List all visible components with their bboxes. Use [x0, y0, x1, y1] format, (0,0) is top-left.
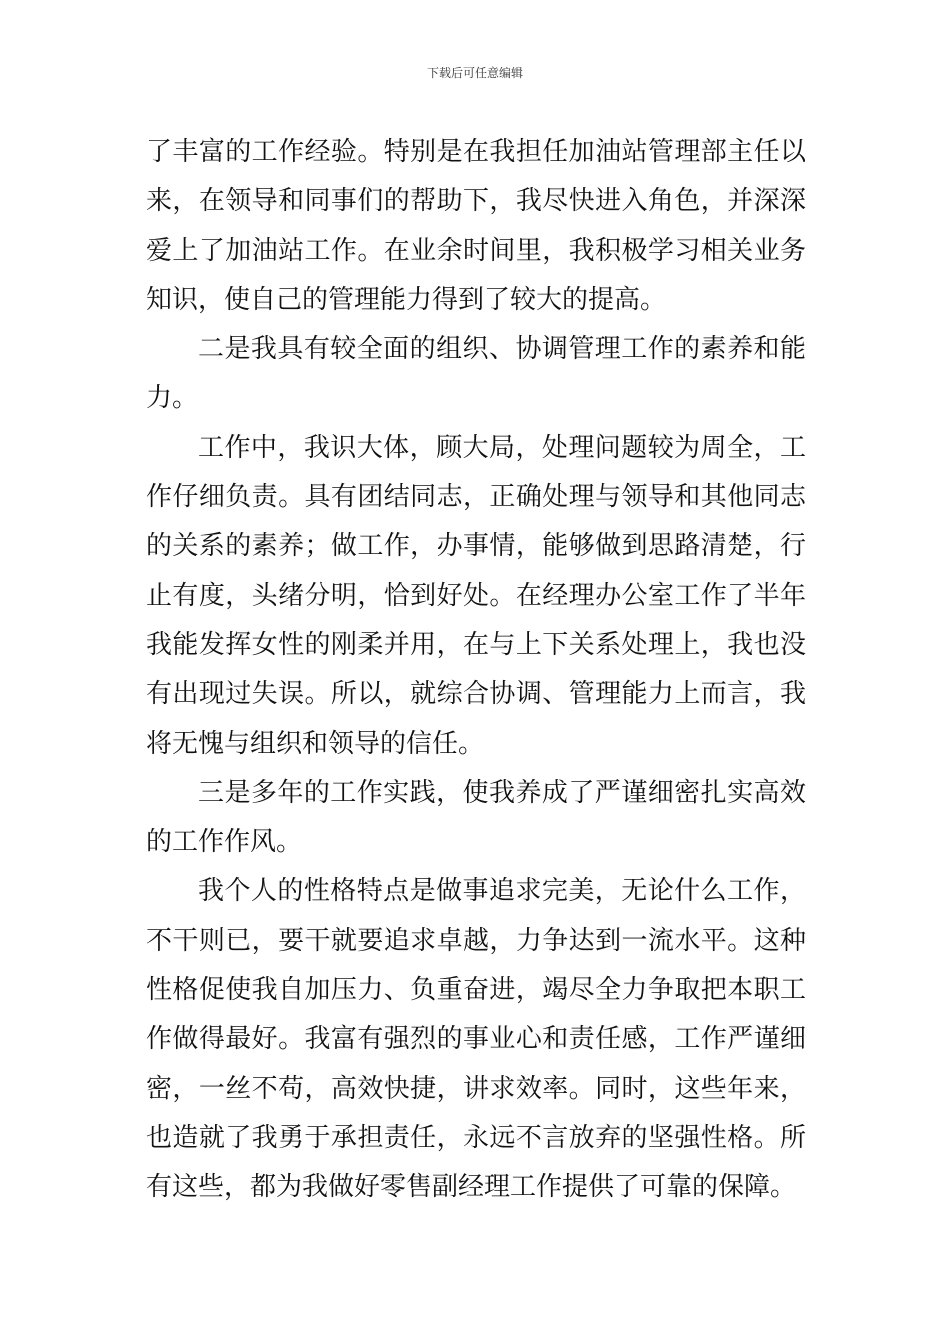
paragraph-point-three: 三是多年的工作实践，使我养成了严谨细密扎实高效的工作作风。 — [146, 777, 806, 858]
paragraph-work-detail: 工作中，我识大体，顾大局，处理问题较为周全，工作仔细负责。具有团结同志，正确处理与领导和其他同志的关系的素养；做工作，办事情，能够做到思路清楚，行止有度，头绪分明，恰到好处。在经理办公室工作了半年我能发挥女性的刚柔并用，在与上下关系处理上，我也没有出现过失误。所以，就综合协调、管理能力上而言，我将无愧与组织和领导的信任。 — [146, 432, 806, 759]
page-header: 下载后可任意编辑 — [426, 66, 523, 80]
document-body — [146, 128, 806, 1213]
paragraph-continuation: 了丰富的工作经验。特别是在我担任加油站管理部主任以来，在领导和同事们的帮助下，我尽快进入角色，并深深爱上了加油站工作。在业余时间里，我积极学习相关业务知识，使自己的管理能力得到了较大的提高。 — [146, 137, 806, 315]
paragraph-point-two: 二是我具有较全面的组织、协调管理工作的素养和能力。 — [146, 334, 806, 414]
paragraph-personality: 我个人的性格特点是做事追求完美，无论什么工作，不干则已，要干就要追求卓越，力争达到一流水平。这种性格促使我自加压力、负重奋进，竭尽全力争取把本职工作做得最好。我富有强烈的事业心和责任感，工作严谨细密，一丝不苟，高效快捷，讲求效率。同时，这些年来，也造就了我勇于承担责任，永远不言放弃的坚强性格。所有这些，都为我做好零售副经理工作提供了可靠的保障。 — [146, 876, 806, 1203]
